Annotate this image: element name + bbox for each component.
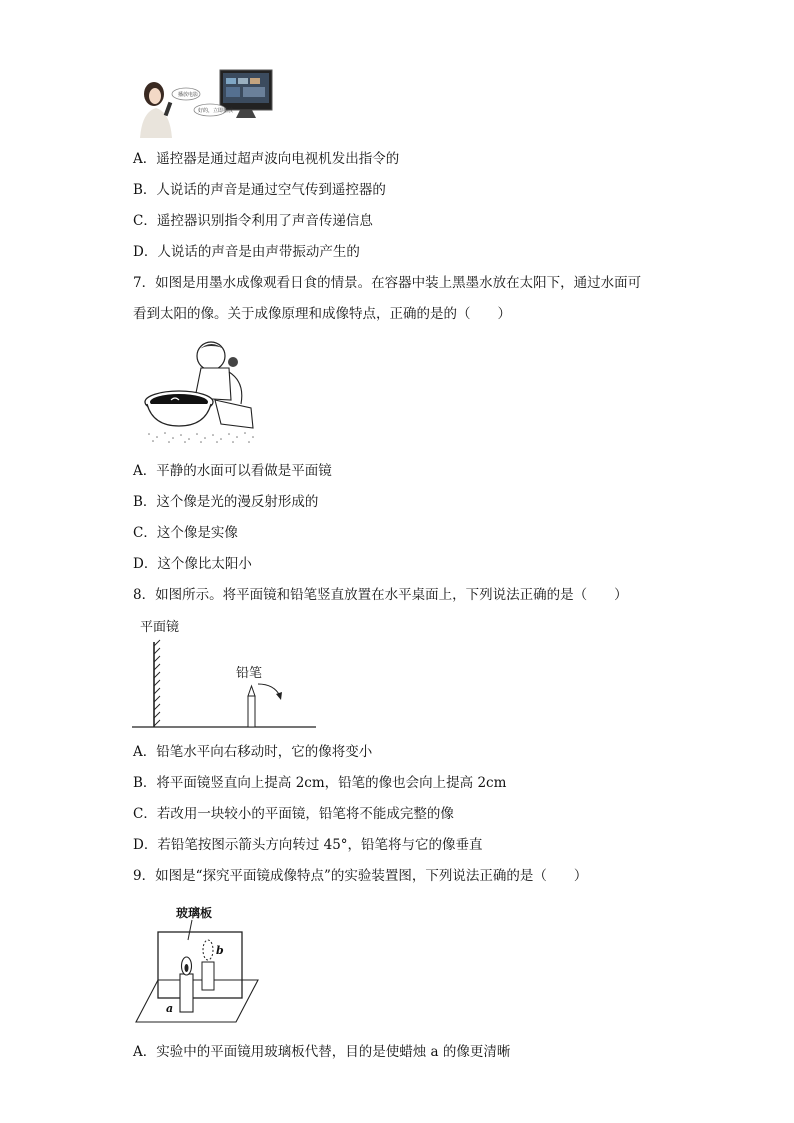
- voice-remote-tv-figure: [136, 66, 276, 140]
- q6-option-d: D．人说话的声音是由声带振动产生的: [133, 244, 360, 260]
- mirror-label: 平面镜: [140, 620, 180, 635]
- q7-option-c: C．这个像是实像: [133, 525, 238, 541]
- candle-b-label: b: [216, 944, 224, 957]
- q9-option-a: A．实验中的平面镜用玻璃板代替，目的是使蜡烛 a 的像更清晰: [133, 1044, 511, 1060]
- svg-text:好的，立即播放: 好的，立即播放: [198, 108, 234, 114]
- q7-stem-line1: 7．如图是用墨水成像观看日食的情景。在容器中装上黑墨水放在太阳下，通过水面可: [133, 275, 642, 291]
- glass-plate-label: 玻璃板: [176, 906, 213, 920]
- q8-option-b: B．将平面镜竖直向上提高 2cm，铅笔的像也会向上提高 2cm: [133, 775, 507, 791]
- q6-option-c: C．遥控器识别指令利用了声音传递信息: [133, 213, 373, 229]
- candle-a-label: a: [166, 1002, 174, 1015]
- pencil-label: 铅笔: [236, 666, 263, 681]
- q7-option-d: D．这个像比太阳小: [133, 556, 252, 572]
- q8-stem: 8．如图所示。将平面镜和铅笔竖直放置在水平桌面上，下列说法正确的是（ ）: [133, 587, 628, 603]
- q9-stem: 9．如图是“探究平面镜成像特点”的实验装置图，下列说法正确的是（ ）: [133, 868, 588, 884]
- svg-text:播放电影: 播放电影: [178, 92, 199, 98]
- q8-option-d: D．若铅笔按图示箭头方向转过 45°，铅笔将与它的像垂直: [133, 837, 483, 853]
- mirror-pencil-figure: [132, 614, 322, 732]
- q8-option-c: C．若改用一块较小的平面镜，铅笔将不能成完整的像: [133, 806, 454, 822]
- q7-option-b: B．这个像是光的漫反射形成的: [133, 494, 319, 510]
- q6-option-a: A．遥控器是通过超声波向电视机发出指令的: [133, 151, 400, 167]
- ink-basin-eclipse-figure: [141, 338, 259, 444]
- q8-option-a: A．铅笔水平向右移动时，它的像将变小: [133, 744, 373, 760]
- q7-stem-line2: 看到太阳的像。关于成像原理和成像特点，正确的是的（ ）: [133, 306, 511, 322]
- glass-plate-candles-figure: [134, 902, 264, 1026]
- q6-option-b: B．人说话的声音是通过空气传到遥控器的: [133, 182, 386, 198]
- q7-option-a: A．平静的水面可以看做是平面镜: [133, 463, 332, 479]
